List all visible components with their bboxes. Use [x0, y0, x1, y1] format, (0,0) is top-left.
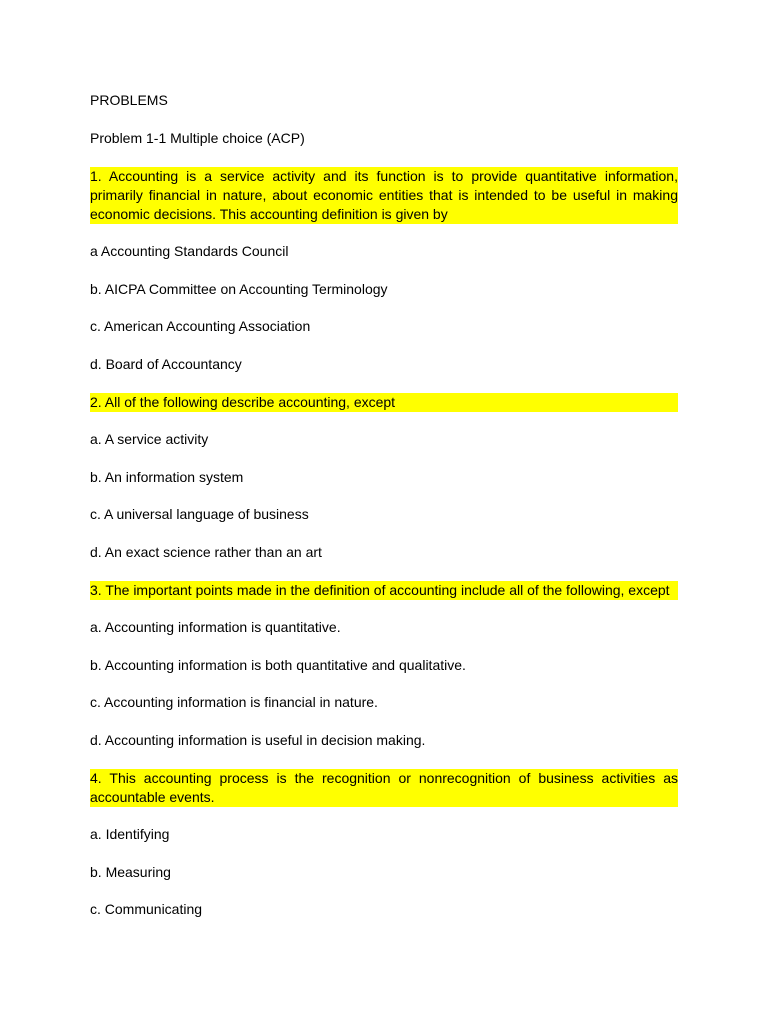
- question-3-option-d: d. Accounting information is useful in decision making.: [90, 731, 426, 748]
- question-2: 2. All of the following describe accounting, except: [90, 393, 678, 412]
- question-2-option-d: d. An exact science rather than an art: [90, 543, 322, 560]
- question-3-option-c: c. Accounting information is financial in nature.: [90, 694, 378, 711]
- question-1-option-b: b. AICPA Committee on Accounting Terminology: [90, 280, 388, 297]
- question-3: 3. The important points made in the definition of accounting include all of the following, except: [90, 581, 678, 600]
- question-1-option-c: c. American Accounting Association: [90, 318, 311, 335]
- question-1-option-d: d. Board of Accountancy: [90, 355, 242, 372]
- question-3-option-b: b. Accounting information is both quantitative and qualitative.: [90, 656, 466, 673]
- question-4-option-b: b. Measuring: [90, 863, 171, 880]
- question-2-option-a: a. A service activity: [90, 431, 209, 448]
- question-4-option-c: c. Communicating: [90, 901, 203, 918]
- question-4-option-a: a. Identifying: [90, 826, 170, 843]
- document-page: [90, 91, 678, 938]
- document-heading: PROBLEMS: [90, 92, 168, 108]
- question-4: 4. This accounting process is the recognition or nonrecognition of business activities as accountable events.: [90, 769, 678, 805]
- question-2-option-c: c. A universal language of business: [90, 506, 309, 523]
- question-3-option-a: a. Accounting information is quantitative.: [90, 619, 341, 636]
- problem-title: Problem 1-1 Multiple choice (ACP): [90, 130, 305, 146]
- question-1-option-a: a Accounting Standards Council: [90, 243, 289, 260]
- question-2-option-b: b. An information system: [90, 468, 244, 485]
- question-1: 1. Accounting is a service activity and its function is to provide quantitative information, primarily financial in nature, about economic entities that is intended to be useful in making economic decisions. This accounting definition is given by: [90, 167, 678, 222]
